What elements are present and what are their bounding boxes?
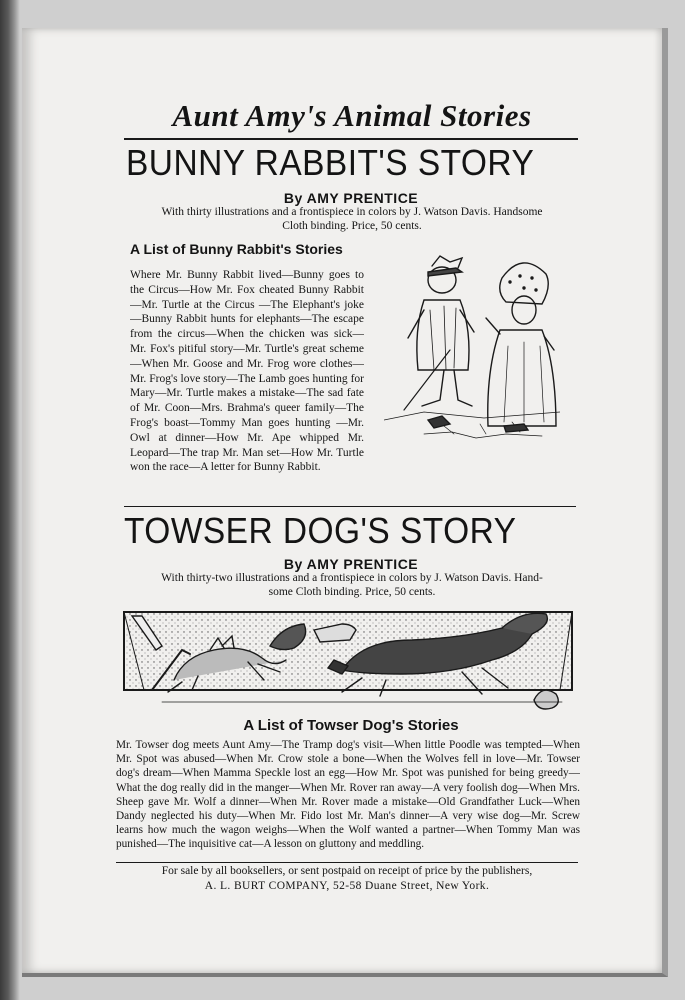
bunny-illustration xyxy=(384,250,560,446)
book1-description-line2: Cloth binding. Price, 50 cents. xyxy=(282,220,422,232)
footer-rule xyxy=(116,862,578,863)
book2-author: By AMY PRENTICE xyxy=(283,556,419,572)
title-rule xyxy=(124,138,578,140)
book1-list-heading: A List of Bunny Rabbit's Stories xyxy=(130,241,343,257)
book-page xyxy=(22,28,668,977)
footer-line1: For sale by all booksellers, or sent postpaid on receipt of price by the publishers, xyxy=(161,865,533,877)
book1-title: BUNNY RABBIT'S STORY xyxy=(126,142,535,183)
book1-description xyxy=(114,205,590,233)
book1-author: By AMY PRENTICE xyxy=(283,190,419,206)
series-title: Aunt Amy's Animal Stories xyxy=(172,98,532,133)
book2-description-line2: some Cloth binding. Price, 50 cents. xyxy=(268,586,436,598)
book1-story-list: Where Mr. Bunny Rabbit lived—Bunny goes to the Circus—How Mr. Fox cheated Bunny Rabbit—Mr. Turtle at the Circus —The Elephant's joke—Bunny Rabbit hunts for elephants—The escape from the circus—When the chicken was sick—Mr. Fox's pitiful story—Mr. Turtle's great scheme—When Mr. Goose and Mr. Frog wore clothes—Mr. Frog's love story—The Lamb goes hunting for Mary—Mr. Turtle makes a mistake—The sad fate of Mr. Coon—Mrs. Brahma's queer family—The Frog's boast—Tommy Man goes hunting —Mr. Owl at dinner—How Mr. Ape whipped Mr. Leopard—The trap Mr. Man set—How Mr. Turtle won the race—A letter for Bunny Rabbit. xyxy=(130,269,364,474)
dog-chase-illustration xyxy=(122,606,578,710)
book2-story-list: Mr. Towser dog meets Aunt Amy—The Tramp dog's visit—When little Poodle was tempted—When Mr. Spot was abused—When Mr. Crow stole a bone—When the Wolves fell in love—Mr. Towser dog's dream—When Mamma Speckle lost an egg—How Mr. Spot was punished for being greedy—What the dog really did in the manger—When Mr. Rover ran away—A very foolish dog—When Mrs. Sheep gave Mr. Wolf a dinner—When Mr. Rover made a mistake—Old Grandfather Luck—When Dandy neglected his duty—When Mr. Fido lost Mr. Man's dinner—A very wise dog—Mr. Screw learns how much the wagon weighs—When the Wolf wanted a partner—When Tommy Man was punished—The inquisitive cat—A lesson on gluttony and meddling. xyxy=(116,739,580,851)
book1-description-line1: With thirty illustrations and a frontispiece in colors by J. Watson Davis. Handsome xyxy=(161,206,543,218)
book2-description-line1: With thirty-two illustrations and a frontispiece in colors by J. Watson Davis. Hand- xyxy=(161,572,543,584)
section-rule xyxy=(124,506,576,507)
book2-title: TOWSER DOG'S STORY xyxy=(124,510,517,551)
book2-list-heading: A List of Towser Dog's Stories xyxy=(243,717,459,734)
book2-description xyxy=(114,571,590,599)
footer-line2: A. L. BURT COMPANY, 52-58 Duane Street, New York. xyxy=(204,880,490,892)
publisher-footer xyxy=(112,864,582,894)
